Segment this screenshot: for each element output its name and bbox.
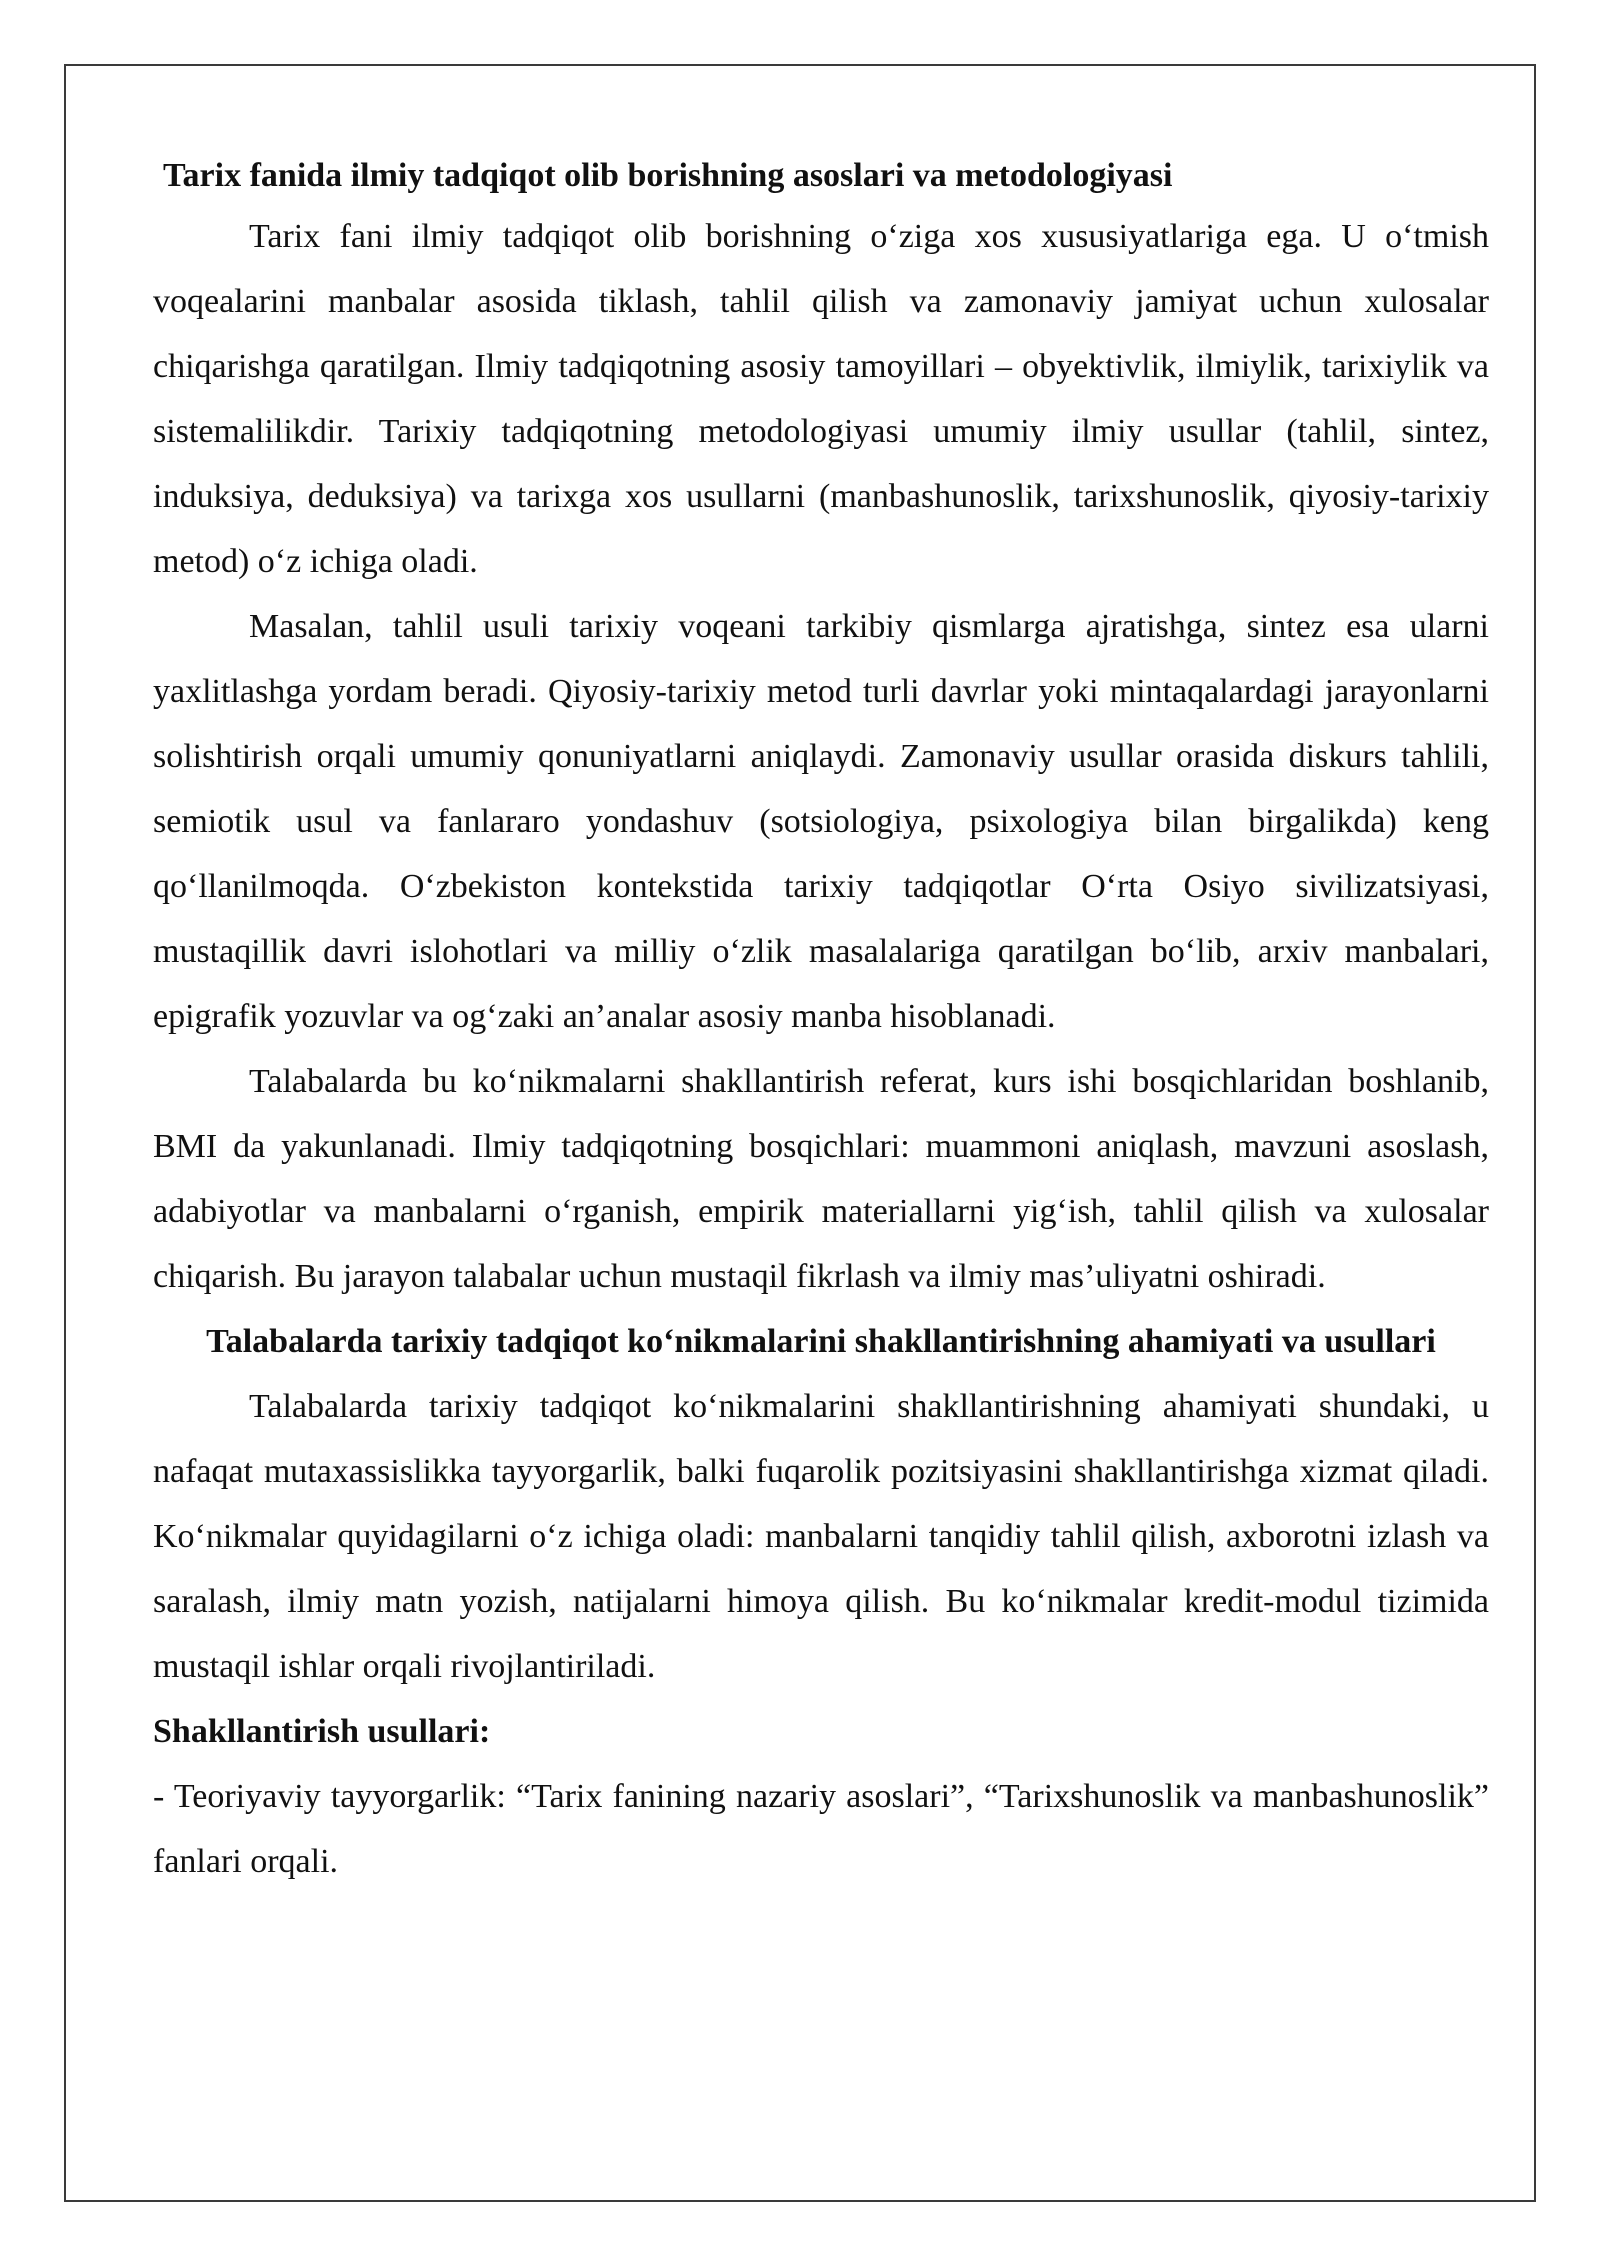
paragraph-methods-example: Masalan, tahlil usuli tarixiy voqeani tarkibiy qismlarga ajratishga, sintez esa ularni yaxlitlashga yordam beradi. Qiyosiy-tarixiy metod turli davrlar yoki mintaqalardagi jarayonlarni solishtirish orqali umumiy qonuniyatlarni aniqlaydi. Zamonaviy usullar orasida diskurs tahlili, semiotik usul va fanlararo yondashuv (sotsiologiya, psixologiya bilan birgalikda) keng qo‘llanilmoqda. O‘zbekiston kontekstida tarixiy tadqiqotlar O‘rta Osiyo sivilizatsiyasi, mustaqillik davri islohotlari va milliy o‘zlik masalalariga qaratilgan bo‘lib, arxiv manbalari, epigrafik yozuvlar va og‘zaki an’analar asosiy manba hisoblanadi. xyxy=(153,608,1489,1035)
paragraph-intro: Tarix fani ilmiy tadqiqot olib borishning o‘ziga xos xususiyatlariga ega. U o‘tmish voqealarini manbalar asosida tiklash, tahlil qilish va zamonaviy jamiyat uchun xulosalar chiqarishga qaratilgan. Ilmiy tadqiqotning asosiy tamoyillari – obyektivlik, ilmiylik, tarixiylik va sistemalilikdir. Tarixiy tadqiqotning metodologiyasi umumiy ilmiy usullar (tahlil, sintez, induksiya, deduksiya) va tarixga xos usullarni (manbashunoslik, tarixshunoslik, qiyosiy-tarixiy metod) o‘z ichiga oladi. xyxy=(153,218,1489,580)
document-body xyxy=(153,148,1489,1894)
list-item-theory: - Teoriyaviy tayyorgarlik: “Tarix fanining nazariy asoslari”, “Tarixshunoslik va manbashunoslik” fanlari orqali. xyxy=(153,1778,1489,1880)
paragraph-skills-importance: Talabalarda tarixiy tadqiqot ko‘nikmalarini shakllantirishning ahamiyati shundaki, u nafaqat mutaxassislikka tayyorgarlik, balki fuqarolik pozitsiyasini shakllantirishga xizmat qiladi. Ko‘nikmalar quyidagilarni o‘z ichiga oladi: manbalarni tanqidiy tahlil qilish, axborotni izlash va saralash, ilmiy matn yozish, natijalarni himoya qilish. Bu ko‘nikmalar kredit-modul tizimida mustaqil ishlar orqali rivojlantiriladi. xyxy=(153,1388,1489,1685)
subheading-methods: Shakllantirish usullari: xyxy=(153,1713,491,1750)
section-heading-methodology: Tarix fanida ilmiy tadqiqot olib borishning asoslari va metodologiyasi xyxy=(163,157,1173,194)
section-heading-skills: Talabalarda tarixiy tadqiqot ko‘nikmalarini shakllantirishning ahamiyati va usullari xyxy=(206,1323,1436,1360)
paragraph-research-stages: Talabalarda bu ko‘nikmalarni shakllantirish referat, kurs ishi bosqichlaridan boshlanib, BMI da yakunlanadi. Ilmiy tadqiqotning bosqichlari: muammoni aniqlash, mavzuni asoslash, adabiyotlar va manbalarni o‘rganish, empirik materiallarni yig‘ish, tahlil qilish va xulosalar chiqarish. Bu jarayon talabalar uchun mustaqil fikrlash va ilmiy mas’uliyatni oshiradi. xyxy=(153,1063,1489,1295)
